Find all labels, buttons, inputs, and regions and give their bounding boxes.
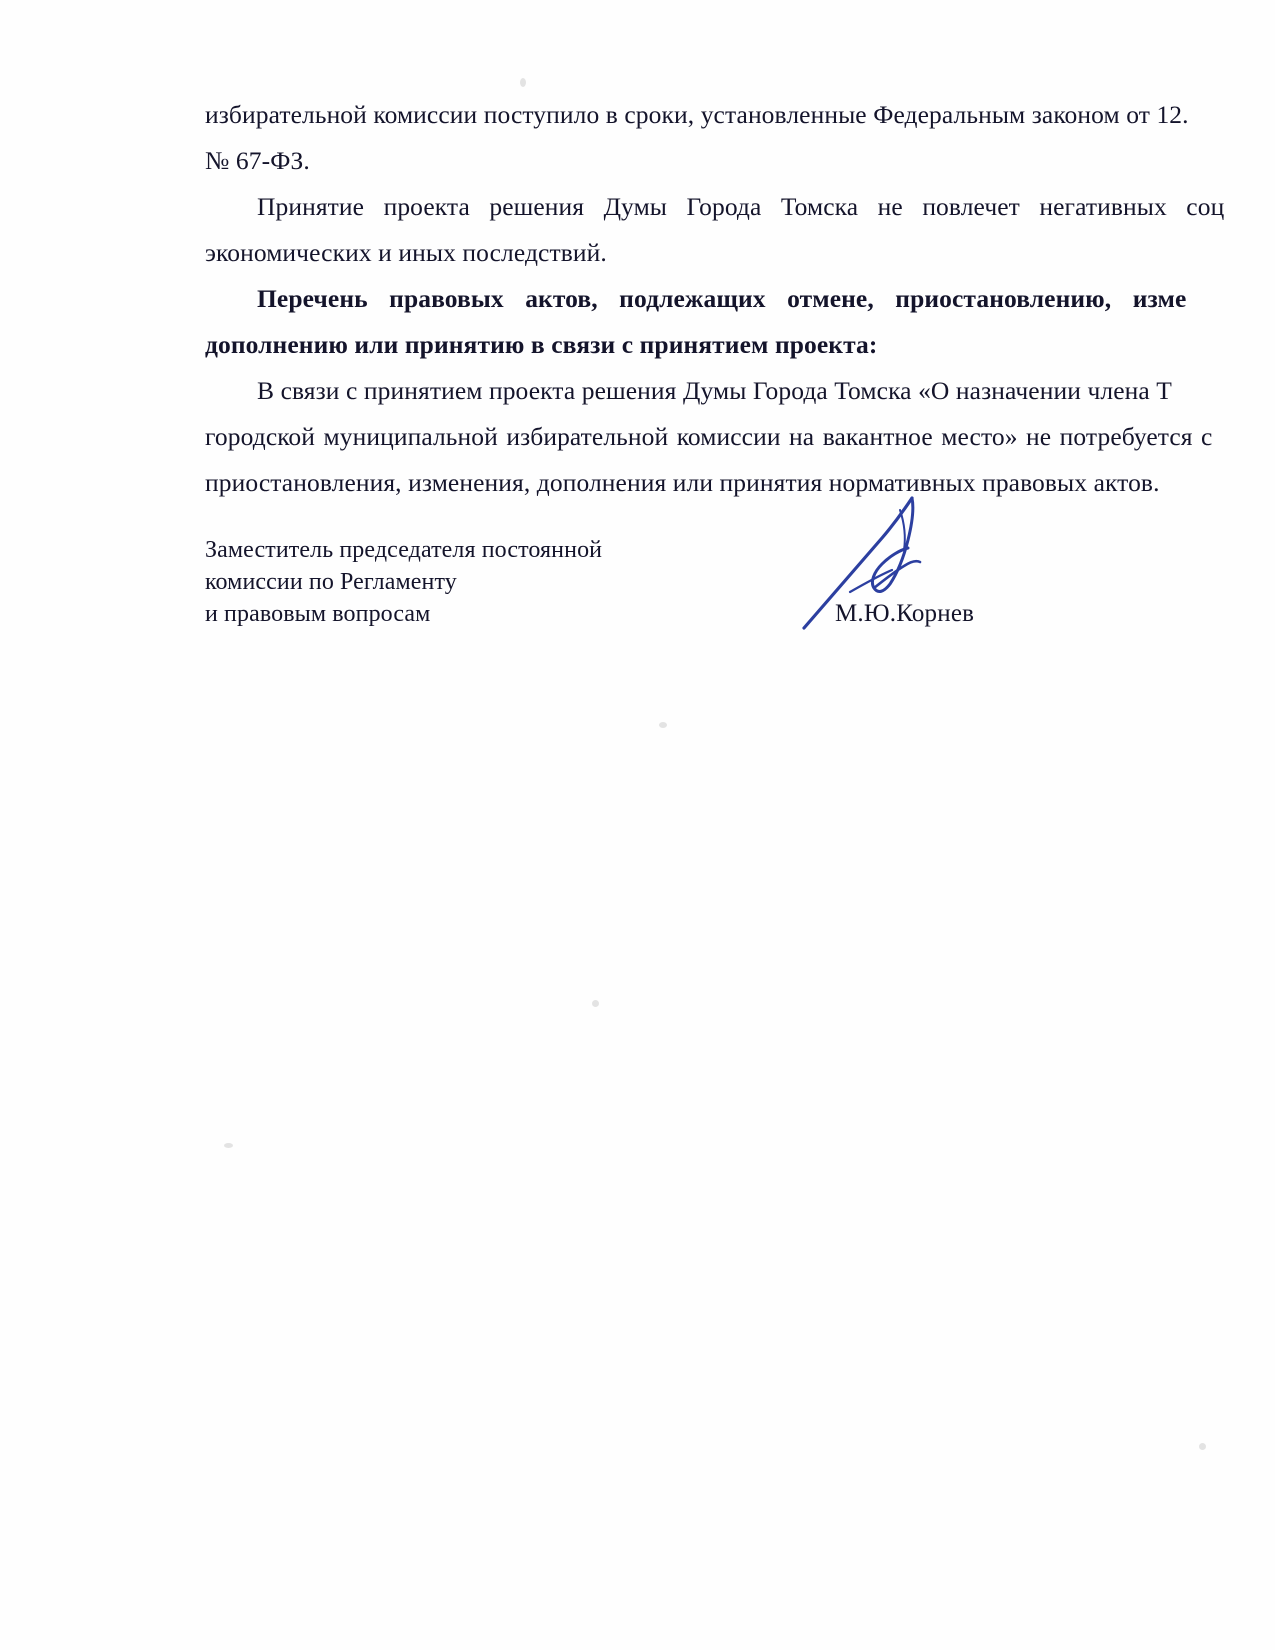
scan-speck [224, 1143, 233, 1148]
paragraph-4-line-3: приостановления, изменения, дополнения или принятия нормативных правовых актов. [205, 468, 1160, 497]
signatory-title-line-1: Заместитель председателя постоянной [205, 537, 603, 563]
paragraph-1-line-2: № 67-ФЗ. [205, 146, 310, 175]
scan-speck [520, 78, 526, 87]
signatory-name: М.Ю.Корнев [835, 600, 975, 627]
scan-speck [1199, 1443, 1206, 1450]
paragraph-4-line-2: городской муниципальной избирательной комиссии на вакантное место» не потребуется с [205, 422, 1213, 451]
paragraph-3-line-2: дополнению или принятию в связи с принятием проекта: [205, 330, 878, 359]
paragraph-2-line-2: экономических и иных последствий. [205, 238, 607, 267]
paragraph-4-line-1: В связи с принятием проекта решения Думы Города Томска «О назначении члена Т [257, 376, 1172, 405]
scan-speck [659, 722, 667, 728]
paragraph-1-line-1: избирательной комиссии поступило в сроки, установленные Федеральным законом от 12. [205, 100, 1189, 129]
signatory-title-line-2: комиссии по Регламенту [205, 569, 457, 595]
document-body [205, 92, 1275, 506]
scan-speck [592, 1000, 599, 1007]
paragraph-2-line-1: Принятие проекта решения Думы Города Томска не повлечет негативных соц [257, 192, 1225, 221]
signatory-title-line-3: и правовым вопросам [205, 601, 431, 627]
paragraph-3-line-1: Перечень правовых актов, подлежащих отмене, приостановлению, изме [257, 284, 1187, 313]
signature-block [205, 534, 1205, 630]
